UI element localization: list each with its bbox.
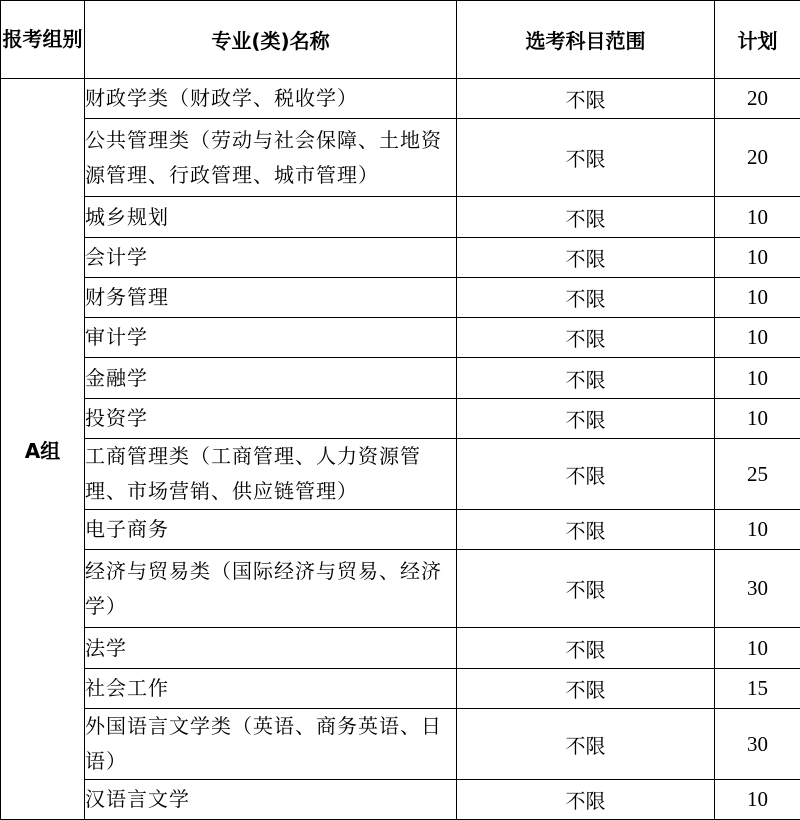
major-name-cell: 法学 [85,628,457,669]
subject-range-cell: 不限 [457,780,715,820]
plan-count-cell: 20 [715,79,800,119]
plan-count-cell: 10 [715,628,800,669]
subject-range-cell: 不限 [457,278,715,318]
header-range: 选考科目范围 [457,1,715,79]
table-row [1,318,800,358]
subject-range-cell: 不限 [457,439,715,510]
subject-range-cell: 不限 [457,318,715,358]
major-name-cell: 公共管理类（劳动与社会保障、土地资源管理、行政管理、城市管理） [85,119,457,197]
subject-range-cell: 不限 [457,358,715,399]
subject-range-cell: 不限 [457,709,715,780]
major-name-cell: 财务管理 [85,278,457,318]
plan-count-cell: 25 [715,439,800,510]
plan-count-cell: 30 [715,550,800,628]
header-row [1,1,800,79]
header-plan: 计划 [715,1,800,79]
subject-range-cell: 不限 [457,399,715,439]
table-row [1,510,800,550]
table-body [1,79,800,820]
table-row [1,278,800,318]
major-name-cell: 投资学 [85,399,457,439]
table-row [1,709,800,780]
group-cell: A组 [1,79,85,820]
table-row [1,79,800,119]
plan-count-cell: 10 [715,780,800,820]
plan-count-cell: 30 [715,709,800,780]
table-row [1,238,800,278]
table-row [1,669,800,709]
major-name-cell: 经济与贸易类（国际经济与贸易、经济学） [85,550,457,628]
plan-count-cell: 10 [715,238,800,278]
major-name-cell: 汉语言文学 [85,780,457,820]
major-name-cell: 审计学 [85,318,457,358]
plan-count-cell: 10 [715,510,800,550]
table-row [1,628,800,669]
subject-range-cell: 不限 [457,197,715,238]
major-name-cell: 会计学 [85,238,457,278]
major-name-cell: 外国语言文学类（英语、商务英语、日语） [85,709,457,780]
subject-range-cell: 不限 [457,669,715,709]
plan-count-cell: 15 [715,669,800,709]
table-row [1,119,800,197]
subject-range-cell: 不限 [457,79,715,119]
subject-range-cell: 不限 [457,510,715,550]
major-name-cell: 电子商务 [85,510,457,550]
plan-count-cell: 10 [715,197,800,238]
major-name-cell: 社会工作 [85,669,457,709]
major-name-cell: 金融学 [85,358,457,399]
subject-range-cell: 不限 [457,628,715,669]
major-name-cell: 城乡规划 [85,197,457,238]
table-row [1,358,800,399]
header-major: 专业(类)名称 [85,1,457,79]
major-name-cell: 财政学类（财政学、税收学） [85,79,457,119]
plan-count-cell: 20 [715,119,800,197]
table-row [1,399,800,439]
subject-range-cell: 不限 [457,238,715,278]
plan-count-cell: 10 [715,278,800,318]
table-row [1,780,800,820]
table-row [1,550,800,628]
plan-count-cell: 10 [715,358,800,399]
plan-count-cell: 10 [715,399,800,439]
table-row [1,197,800,238]
subject-range-cell: 不限 [457,119,715,197]
major-name-cell: 工商管理类（工商管理、人力资源管理、市场营销、供应链管理） [85,439,457,510]
table-row [1,439,800,510]
plan-count-cell: 10 [715,318,800,358]
header-group: 报考组别 [1,1,85,79]
subject-range-cell: 不限 [457,550,715,628]
